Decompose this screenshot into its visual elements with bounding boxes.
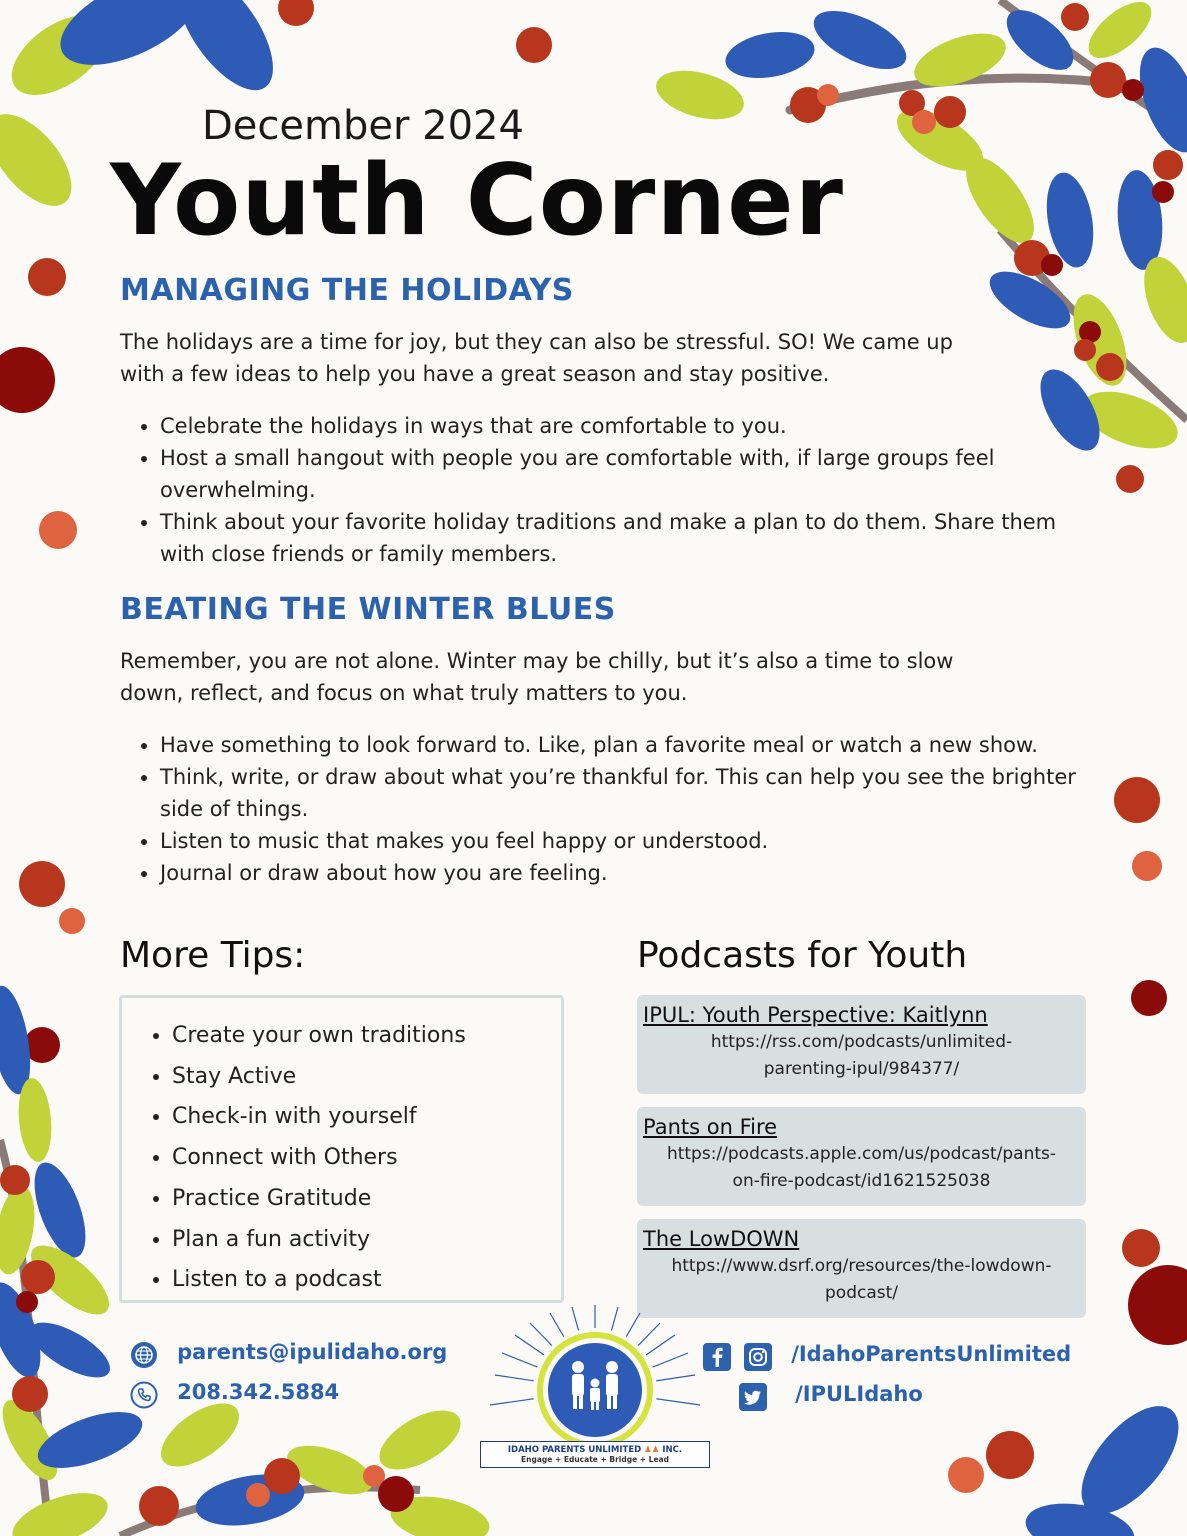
facebook-handle[interactable]: /IdahoParentsUnlimited: [791, 1342, 1072, 1366]
podcast-title-link[interactable]: Pants on Fire: [643, 1115, 778, 1139]
podcast-url-line2: podcast/: [825, 1283, 898, 1303]
ipul-logo: [480, 1305, 710, 1505]
list-item: • Have something to look forward to. Like, plan a favorite meal or watch a new show.: [160, 729, 1095, 761]
globe-icon: [130, 1341, 158, 1369]
podcast-url[interactable]: [643, 1029, 1080, 1083]
list-item: • Practice Gratitude: [172, 1179, 561, 1220]
month-label: December 2024: [202, 103, 524, 149]
podcast-url-line2: parenting-ipul/984377/: [763, 1059, 960, 1079]
list-item: • Plan a fun activity: [172, 1220, 561, 1261]
page-title: Youth Corner: [110, 144, 844, 258]
winter-intro-line2: down, reflect, and focus on what truly matters to you.: [120, 681, 688, 705]
podcast-card: [637, 1107, 1086, 1206]
logo-emblem: [480, 1305, 710, 1455]
social-row-facebook[interactable]: [703, 1342, 1071, 1371]
bottom-right-leaves: [948, 1390, 1187, 1536]
logo-name: IDAHO PARENTS UNLIMITED ♟♟ INC.: [507, 1445, 683, 1455]
list-item: • Listen to a podcast: [172, 1260, 561, 1301]
social-row-twitter[interactable]: [739, 1382, 923, 1411]
podcast-url-line2: on-fire-podcast/id1621525038: [732, 1171, 991, 1191]
list-item: • Think, write, or draw about what you’re thankful for. This can help you see the brighter side of things.: [160, 761, 1095, 825]
podcast-url-line1: https://www.dsrf.org/resources/the-lowdown-: [671, 1256, 1052, 1276]
instagram-icon[interactable]: [744, 1343, 772, 1371]
twitter-handle[interactable]: /IPULIdaho: [795, 1382, 923, 1406]
winter-bullets: [120, 729, 1095, 889]
email-row[interactable]: [130, 1340, 447, 1369]
podcast-title-link[interactable]: The LowDOWN: [643, 1227, 800, 1251]
list-item: • Create your own traditions: [172, 1016, 561, 1057]
podcast-url[interactable]: [643, 1141, 1080, 1195]
list-item: • Stay Active: [172, 1057, 561, 1098]
phone-number[interactable]: 208.342.5884: [177, 1380, 340, 1404]
list-item: • Check-in with yourself: [172, 1097, 561, 1138]
list-item: • Host a small hangout with people you are comfortable with, if large groups feel overwhelming.: [160, 442, 1070, 506]
list-item: • Listen to music that makes you feel happy or understood.: [160, 825, 1095, 857]
logo-suffix: INC.: [662, 1445, 683, 1455]
logo-tagline: Engage + Educate + Bridge + Lead: [521, 1455, 669, 1464]
podcasts-heading: Podcasts for Youth: [637, 935, 968, 976]
facebook-icon[interactable]: [703, 1343, 731, 1371]
winter-intro-line1: Remember, you are not alone. Winter may be chilly, but it’s also a time to slow: [120, 649, 954, 673]
winter-heading: BEATING THE WINTER BLUES: [120, 592, 616, 627]
podcast-title-link[interactable]: IPUL: Youth Perspective: Kaitlynn: [643, 1003, 988, 1027]
podcast-url-line1: https://podcasts.apple.com/us/podcast/pants-: [666, 1144, 1057, 1164]
managing-heading: MANAGING THE HOLIDAYS: [120, 273, 574, 308]
list-item: • Connect with Others: [172, 1138, 561, 1179]
list-item: • Journal or draw about how you are feeling.: [160, 857, 1095, 889]
managing-bullets: [120, 410, 1070, 570]
podcast-url-line1: https://rss.com/podcasts/unlimited-: [710, 1032, 1013, 1052]
list-item: • Think about your favorite holiday traditions and make a plan to do them. Share them with close friends or family members.: [160, 506, 1070, 570]
tips-box: [119, 995, 564, 1303]
list-item: • Celebrate the holidays in ways that are comfortable to you.: [160, 410, 1070, 442]
podcast-url[interactable]: [643, 1253, 1080, 1307]
managing-intro-line1: The holidays are a time for joy, but they can also be stressful. SO! We came up: [120, 330, 953, 354]
winter-intro: [120, 645, 1040, 709]
logo-name-text: IDAHO PARENTS UNLIMITED: [507, 1445, 642, 1455]
managing-intro: [120, 326, 1040, 390]
phone-row[interactable]: [130, 1380, 339, 1409]
tips-list: [122, 1016, 561, 1301]
podcast-card: [637, 1219, 1086, 1318]
podcast-card: [637, 995, 1086, 1094]
twitter-icon[interactable]: [739, 1383, 767, 1411]
logo-banner: [480, 1441, 710, 1468]
tips-heading: More Tips:: [120, 935, 306, 976]
managing-intro-line2: with a few ideas to help you have a great season and stay positive.: [120, 362, 830, 386]
phone-icon: [130, 1381, 158, 1409]
email-link[interactable]: parents@ipulidaho.org: [177, 1340, 448, 1364]
